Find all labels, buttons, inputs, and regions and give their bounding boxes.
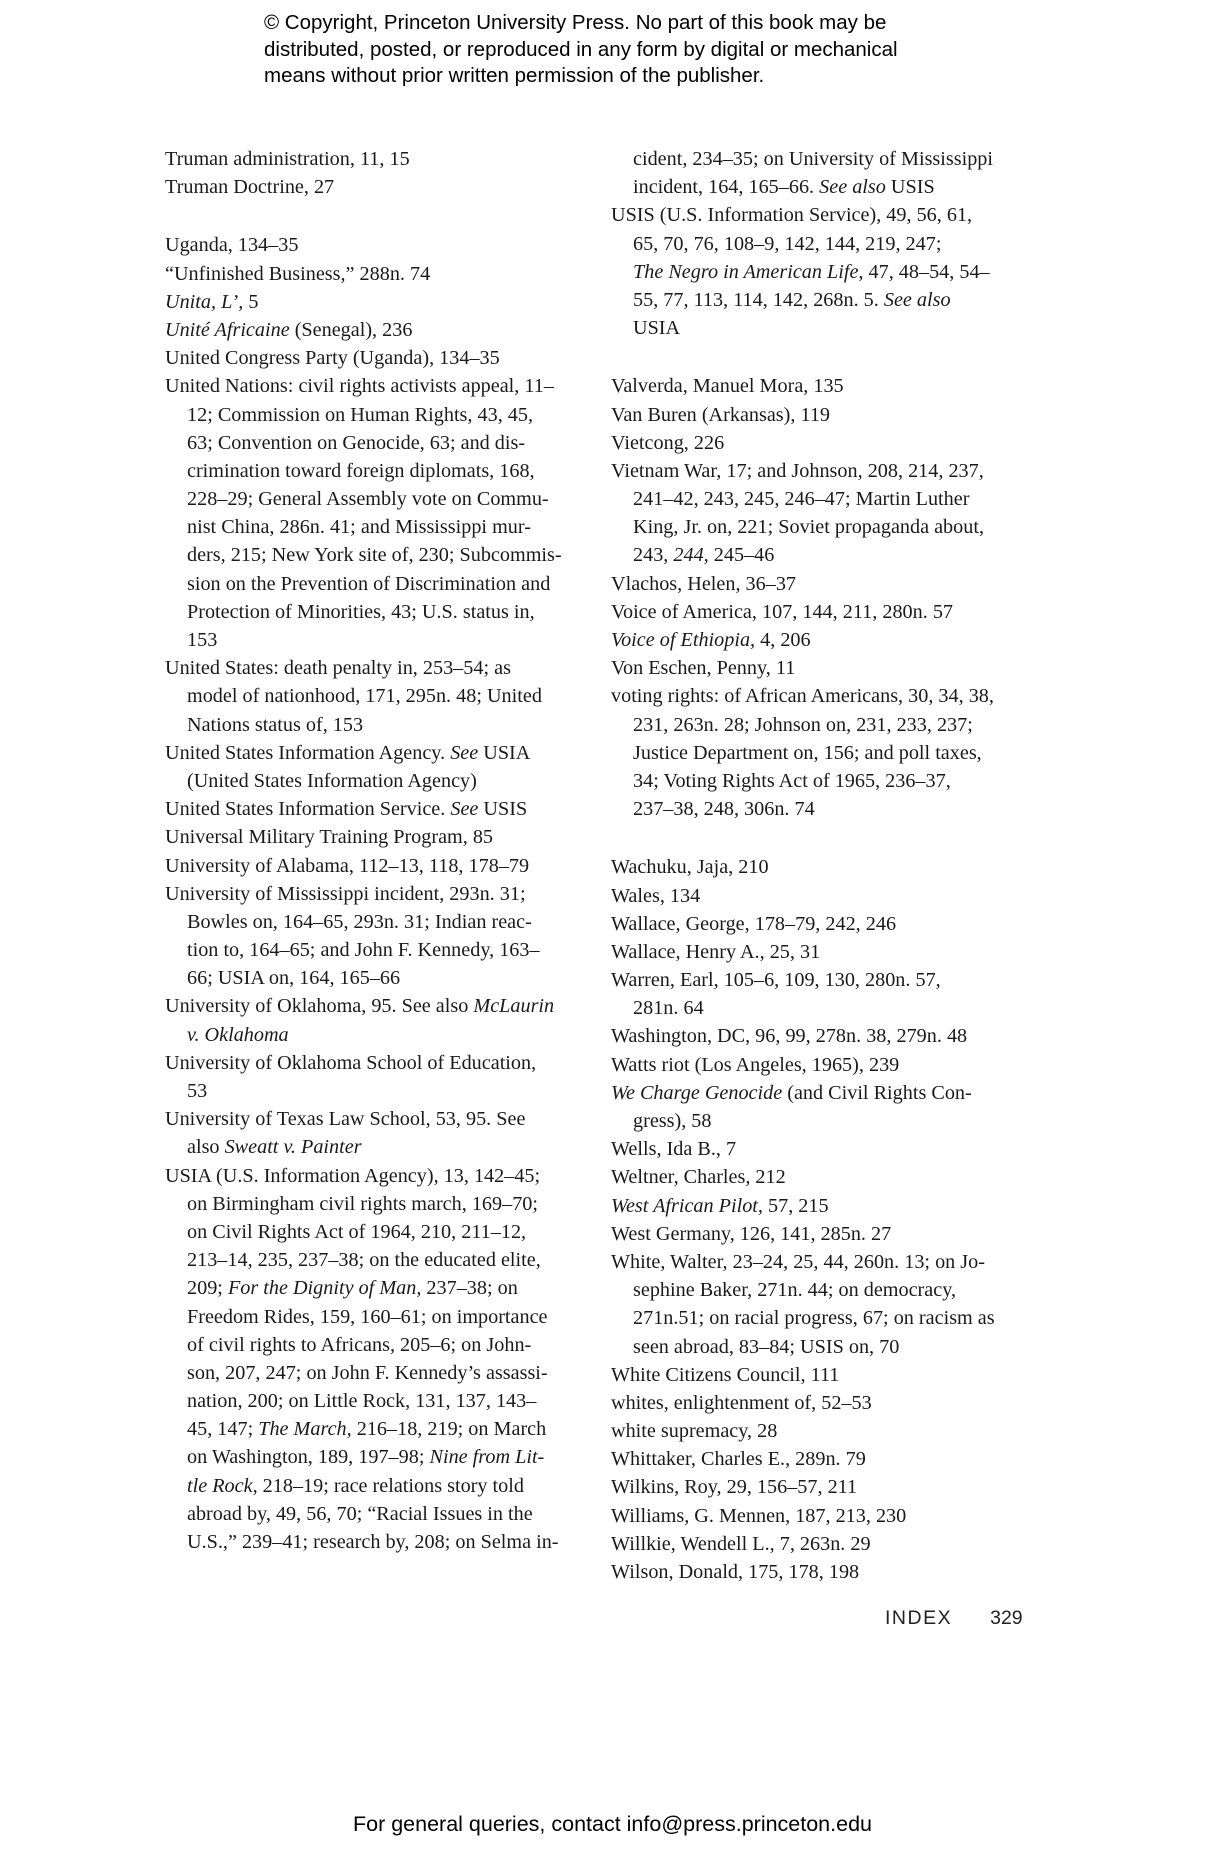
copyright-line: distributed, posted, or reproduced in any form by digital or mechanical bbox=[264, 37, 898, 61]
index-line bbox=[165, 401, 595, 429]
index-line bbox=[611, 853, 1041, 881]
index-line bbox=[165, 344, 595, 372]
index-text: Voice of Ethiopia, bbox=[611, 629, 756, 651]
index-text: White, Walter, 23–24, 25, 44, 260n. 13; on Jo- bbox=[611, 1250, 985, 1273]
index-text: sion on the Prevention of Discrimination and bbox=[187, 572, 551, 595]
index-line bbox=[611, 1473, 1041, 1501]
index-line bbox=[611, 1220, 1041, 1248]
index-text: 57, 215 bbox=[762, 1194, 829, 1217]
index-line bbox=[165, 1500, 595, 1528]
index-text: tion to, 164–65; and John F. Kennedy, 163– bbox=[187, 939, 540, 962]
index-column-right bbox=[611, 145, 1041, 1586]
index-text: (Senegal), 236 bbox=[289, 318, 413, 341]
index-line bbox=[611, 966, 1041, 994]
index-line bbox=[165, 598, 595, 626]
index-text: ders, 215; New York site of, 230; Subcommis- bbox=[187, 544, 562, 567]
index-text: 66; USIA on, 164, 165–66 bbox=[187, 967, 401, 990]
index-text: nist China, 286n. 41; and Mississippi mur- bbox=[187, 516, 531, 539]
index-text: For the Dignity of Man, bbox=[227, 1277, 422, 1300]
index-text: on Washington, 189, 197–98; bbox=[187, 1446, 430, 1469]
index-text: 63; Convention on Genocide, 63; and dis- bbox=[187, 431, 526, 454]
index-line bbox=[165, 288, 595, 316]
index-text: 281n. 64 bbox=[633, 997, 704, 1020]
index-text: Wallace, Henry A., 25, 31 bbox=[611, 940, 821, 963]
index-text: See bbox=[450, 798, 479, 821]
index-text: Bowles on, 164–65, 293n. 31; Indian reac- bbox=[187, 910, 532, 933]
index-line bbox=[611, 1304, 1041, 1332]
index-text: University of Oklahoma School of Education, bbox=[165, 1051, 537, 1074]
index-text: Willkie, Wendell L., 7, 263n. 29 bbox=[611, 1532, 871, 1555]
index-line bbox=[165, 513, 595, 541]
index-line bbox=[165, 316, 595, 344]
index-text: nation, 200; on Little Rock, 131, 137, 143– bbox=[187, 1390, 537, 1413]
index-text: Williams, G. Mennen, 187, 213, 230 bbox=[611, 1504, 907, 1527]
index-line bbox=[611, 598, 1041, 626]
index-text: University of Texas Law School, 53, 95. See bbox=[165, 1108, 526, 1131]
index-line bbox=[611, 1445, 1041, 1473]
index-line bbox=[165, 1359, 595, 1387]
index-line bbox=[611, 1192, 1041, 1220]
index-line bbox=[165, 823, 595, 851]
index-line bbox=[611, 938, 1041, 966]
index-text: (and Civil Rights Con- bbox=[782, 1081, 972, 1104]
index-text: son, 207, 247; on John F. Kennedy’s assassi- bbox=[187, 1361, 548, 1384]
index-text: See also bbox=[819, 176, 886, 199]
index-line bbox=[611, 1163, 1041, 1191]
index-line bbox=[165, 711, 595, 739]
index-text: United States: death penalty in, 253–54; as bbox=[165, 657, 511, 680]
index-line bbox=[165, 1105, 595, 1133]
index-line bbox=[165, 852, 595, 880]
index-line bbox=[611, 682, 1041, 710]
index-text: 228–29; General Assembly vote on Commu- bbox=[187, 488, 549, 511]
index-text: , 47, 48–54, 54– bbox=[858, 260, 990, 283]
index-line bbox=[611, 654, 1041, 682]
index-text: Unité Africaine bbox=[165, 318, 290, 341]
index-line bbox=[611, 541, 1041, 569]
index-line bbox=[611, 882, 1041, 910]
index-line bbox=[611, 626, 1041, 654]
index-line bbox=[611, 201, 1041, 229]
index-text: “Unfinished Business,” 288n. 74 bbox=[165, 262, 431, 285]
index-text: (United States Information Agency) bbox=[187, 769, 477, 792]
index-text: 245–46 bbox=[708, 544, 775, 567]
index-line bbox=[165, 1274, 595, 1302]
index-text: whites, enlightenment of, 52–53 bbox=[611, 1391, 872, 1414]
index-line bbox=[611, 1361, 1041, 1389]
index-text: tle Rock, bbox=[187, 1474, 258, 1497]
index-line bbox=[611, 1558, 1041, 1586]
index-text: Valverda, Manuel Mora, 135 bbox=[611, 375, 844, 398]
index-text: USIA bbox=[633, 317, 681, 340]
index-text: Watts riot (Los Angeles, 1965), 239 bbox=[611, 1053, 900, 1076]
index-text: 12; Commission on Human Rights, 43, 45, bbox=[187, 403, 534, 426]
index-line bbox=[165, 1415, 595, 1443]
index-text: USIA bbox=[478, 741, 531, 764]
index-text: United States Information Agency. bbox=[165, 741, 451, 764]
index-line bbox=[165, 936, 595, 964]
index-text: Unita, L’, bbox=[165, 290, 244, 313]
index-line bbox=[611, 994, 1041, 1022]
index-text: incident, 164, 165–66. bbox=[633, 176, 820, 199]
index-text: Nine from Lit- bbox=[429, 1446, 545, 1469]
index-line bbox=[165, 1190, 595, 1218]
index-text: Wilson, Donald, 175, 178, 198 bbox=[611, 1561, 860, 1583]
index-text: Wilkins, Roy, 29, 156–57, 211 bbox=[611, 1476, 858, 1499]
index-text: White Citizens Council, 111 bbox=[611, 1363, 840, 1386]
index-line bbox=[611, 1389, 1041, 1417]
index-text: Wallace, George, 178–79, 242, 246 bbox=[611, 912, 897, 935]
index-text: McLaurin bbox=[473, 995, 555, 1018]
index-line bbox=[165, 485, 595, 513]
index-line bbox=[611, 372, 1041, 400]
index-line bbox=[611, 910, 1041, 938]
index-text: on Civil Rights Act of 1964, 210, 211–12, bbox=[187, 1220, 527, 1243]
index-text: Voice of America, 107, 144, 211, 280n. 57 bbox=[611, 600, 954, 623]
index-line bbox=[165, 767, 595, 795]
index-line bbox=[611, 173, 1041, 201]
index-text: Vlachos, Helen, 36–37 bbox=[611, 572, 797, 595]
index-text: USIS bbox=[478, 798, 528, 821]
index-line bbox=[165, 880, 595, 908]
index-text: seen abroad, 83–84; USIS on, 70 bbox=[633, 1335, 900, 1358]
index-line bbox=[611, 1022, 1041, 1050]
index-line bbox=[611, 739, 1041, 767]
index-column-left bbox=[165, 145, 595, 1556]
index-text: We Charge Genocide bbox=[611, 1081, 783, 1104]
index-text: 231, 263n. 28; Johnson on, 231, 233, 237; bbox=[633, 713, 973, 736]
index-line bbox=[165, 795, 595, 823]
index-line bbox=[165, 964, 595, 992]
index-text: 65, 70, 76, 108–9, 142, 144, 219, 247; bbox=[633, 232, 942, 255]
index-line bbox=[165, 739, 595, 767]
index-line bbox=[611, 1530, 1041, 1558]
index-line bbox=[611, 286, 1041, 314]
index-line bbox=[611, 314, 1041, 342]
index-line bbox=[165, 1387, 595, 1415]
index-line bbox=[165, 908, 595, 936]
page-footer bbox=[885, 1607, 1023, 1630]
index-line bbox=[165, 145, 595, 173]
index-line bbox=[165, 1528, 595, 1556]
index-line bbox=[165, 1162, 595, 1190]
index-line bbox=[165, 541, 595, 569]
index-text: Warren, Earl, 105–6, 109, 130, 280n. 57, bbox=[611, 969, 941, 992]
index-text: Wells, Ida B., 7 bbox=[611, 1138, 737, 1161]
index-line bbox=[165, 626, 595, 654]
index-line bbox=[165, 570, 595, 598]
index-text: United Nations: civil rights activists appeal, 11– bbox=[165, 375, 554, 398]
index-text: University of Alabama, 112–13, 118, 178–79 bbox=[165, 854, 530, 877]
index-line bbox=[611, 1333, 1041, 1361]
index-line bbox=[165, 1331, 595, 1359]
index-text: also bbox=[187, 1136, 225, 1159]
index-line bbox=[611, 485, 1041, 513]
index-line bbox=[611, 1502, 1041, 1530]
index-text: abroad by, 49, 56, 70; “Racial Issues in the bbox=[187, 1502, 533, 1525]
index-line bbox=[165, 1246, 595, 1274]
index-text: Truman Doctrine, 27 bbox=[165, 176, 335, 199]
index-line bbox=[611, 513, 1041, 541]
index-text: Universal Military Training Program, 85 bbox=[165, 826, 494, 849]
index-text: West African Pilot, bbox=[611, 1194, 763, 1217]
copyright-line: © Copyright, Princeton University Press. No part of this book may be bbox=[264, 11, 887, 34]
index-text: Weltner, Charles, 212 bbox=[611, 1166, 786, 1189]
index-letter-gap bbox=[611, 823, 1041, 853]
index-line bbox=[165, 372, 595, 400]
index-text: U.S.,” 239–41; research by, 208; on Selma in- bbox=[187, 1531, 559, 1553]
index-text: Sweatt v. Painter bbox=[224, 1136, 362, 1159]
index-line bbox=[611, 230, 1041, 258]
index-text: sephine Baker, 271n. 44; on democracy, bbox=[633, 1279, 957, 1302]
index-line bbox=[611, 795, 1041, 823]
index-text: 244, bbox=[673, 544, 709, 567]
index-line bbox=[165, 992, 595, 1020]
index-text: 241–42, 243, 245, 246–47; Martin Luther bbox=[633, 488, 970, 511]
index-line bbox=[165, 173, 595, 201]
index-text: 55, 77, 113, 114, 142, 268n. 5. bbox=[633, 288, 884, 311]
index-text: Van Buren (Arkansas), 119 bbox=[611, 403, 831, 426]
index-line bbox=[611, 570, 1041, 598]
index-text: West Germany, 126, 141, 285n. 27 bbox=[611, 1222, 892, 1245]
index-text: United States Information Service. bbox=[165, 798, 451, 821]
index-text: 4, 206 bbox=[755, 629, 811, 651]
index-text: 45, 147; bbox=[187, 1418, 259, 1441]
index-text: 237–38; on bbox=[421, 1277, 518, 1300]
index-text: 216–18, 219; on March bbox=[351, 1418, 547, 1441]
index-line bbox=[165, 1443, 595, 1471]
index-text: on Birmingham civil rights march, 169–70; bbox=[187, 1192, 538, 1215]
index-text: Wachuku, Jaja, 210 bbox=[611, 856, 769, 879]
index-text: Justice Department on, 156; and poll taxes, bbox=[633, 741, 982, 764]
index-line bbox=[165, 1021, 595, 1049]
index-text: The March, bbox=[258, 1418, 352, 1441]
index-line bbox=[165, 682, 595, 710]
copyright-notice bbox=[264, 10, 1024, 90]
index-text: white supremacy, 28 bbox=[611, 1420, 778, 1443]
index-line bbox=[611, 145, 1041, 173]
index-line bbox=[165, 1049, 595, 1077]
contact-line: For general queries, contact info@press.princeton.edu bbox=[352, 1812, 872, 1836]
index-line bbox=[611, 258, 1041, 286]
index-text: Protection of Minorities, 43; U.S. status in, bbox=[187, 600, 535, 623]
index-text: See bbox=[450, 741, 479, 764]
index-line bbox=[165, 1077, 595, 1105]
index-text: King, Jr. on, 221; Soviet propaganda about, bbox=[633, 516, 984, 539]
index-text: Freedom Rides, 159, 160–61; on importance bbox=[187, 1305, 548, 1328]
index-text: Vietcong, 226 bbox=[611, 431, 725, 454]
index-text: See also bbox=[883, 288, 951, 311]
index-line bbox=[611, 767, 1041, 795]
index-text: Washington, DC, 96, 99, 278n. 38, 279n. 48 bbox=[611, 1025, 968, 1048]
index-line bbox=[611, 1248, 1041, 1276]
index-text: of civil rights to Africans, 205–6; on John- bbox=[187, 1333, 532, 1356]
index-line bbox=[611, 1079, 1041, 1107]
index-line bbox=[165, 1218, 595, 1246]
index-text: University of Oklahoma, 95. See also bbox=[165, 995, 474, 1018]
index-text: Whittaker, Charles E., 289n. 79 bbox=[611, 1448, 866, 1471]
index-text: Truman administration, 11, 15 bbox=[165, 148, 410, 170]
index-text: Vietnam War, 17; and Johnson, 208, 214, 237, bbox=[611, 459, 984, 482]
index-text: 34; Voting Rights Act of 1965, 236–37, bbox=[633, 769, 951, 792]
index-text: 243, bbox=[633, 544, 674, 567]
index-text: 237–38, 248, 306n. 74 bbox=[633, 798, 815, 821]
index-line bbox=[165, 1472, 595, 1500]
index-text: United Congress Party (Uganda), 134–35 bbox=[165, 347, 500, 370]
index-line bbox=[611, 429, 1041, 457]
index-text: Nations status of, 153 bbox=[187, 713, 364, 736]
index-line bbox=[611, 1107, 1041, 1135]
index-line bbox=[165, 260, 595, 288]
index-line bbox=[165, 457, 595, 485]
index-line bbox=[611, 1051, 1041, 1079]
copyright-line: means without prior written permission of the publisher. bbox=[264, 64, 765, 87]
index-line bbox=[611, 1417, 1041, 1445]
page-number: 329 bbox=[990, 1607, 1023, 1629]
index-text: cident, 234–35; on University of Mississippi bbox=[633, 148, 994, 170]
index-line bbox=[611, 401, 1041, 429]
index-text: 213–14, 235, 237–38; on the educated elite, bbox=[187, 1249, 541, 1272]
index-text: USIA (U.S. Information Agency), 13, 142–45; bbox=[165, 1164, 541, 1187]
index-line bbox=[611, 1276, 1041, 1304]
index-letter-gap bbox=[611, 342, 1041, 372]
index-line bbox=[165, 429, 595, 457]
index-line bbox=[165, 231, 595, 259]
index-text: 218–19; race relations story told bbox=[257, 1474, 524, 1497]
index-text: crimination toward foreign diplomats, 168, bbox=[187, 459, 535, 482]
index-text: University of Mississippi incident, 293n. 31; bbox=[165, 882, 526, 905]
running-head: INDEX bbox=[885, 1607, 953, 1629]
index-text: USIS (U.S. Information Service), 49, 56, 61, bbox=[611, 204, 973, 227]
index-text: 153 bbox=[187, 629, 218, 651]
index-line bbox=[611, 711, 1041, 739]
index-text: 53 bbox=[187, 1080, 208, 1102]
index-line bbox=[165, 1133, 595, 1161]
index-text: USIS bbox=[885, 176, 935, 199]
index-line bbox=[611, 457, 1041, 485]
index-text: 271n.51; on racial progress, 67; on racism as bbox=[633, 1307, 995, 1330]
index-text: voting rights: of African Americans, 30, 34, 38, bbox=[611, 685, 994, 708]
index-text: 209; bbox=[187, 1277, 228, 1300]
index-line bbox=[165, 654, 595, 682]
index-text: gress), 58 bbox=[633, 1110, 712, 1132]
index-text: 5 bbox=[243, 290, 259, 313]
index-line bbox=[611, 1135, 1041, 1163]
index-text: Wales, 134 bbox=[611, 884, 701, 907]
index-line bbox=[165, 1303, 595, 1331]
index-text: The Negro in American Life bbox=[633, 260, 859, 283]
index-text: v. Oklahoma bbox=[187, 1023, 289, 1046]
index-letter-gap bbox=[165, 201, 595, 231]
index-text: Uganda, 134–35 bbox=[165, 234, 299, 257]
index-text: model of nationhood, 171, 295n. 48; United bbox=[187, 685, 542, 708]
index-text: Von Eschen, Penny, 11 bbox=[611, 657, 796, 680]
